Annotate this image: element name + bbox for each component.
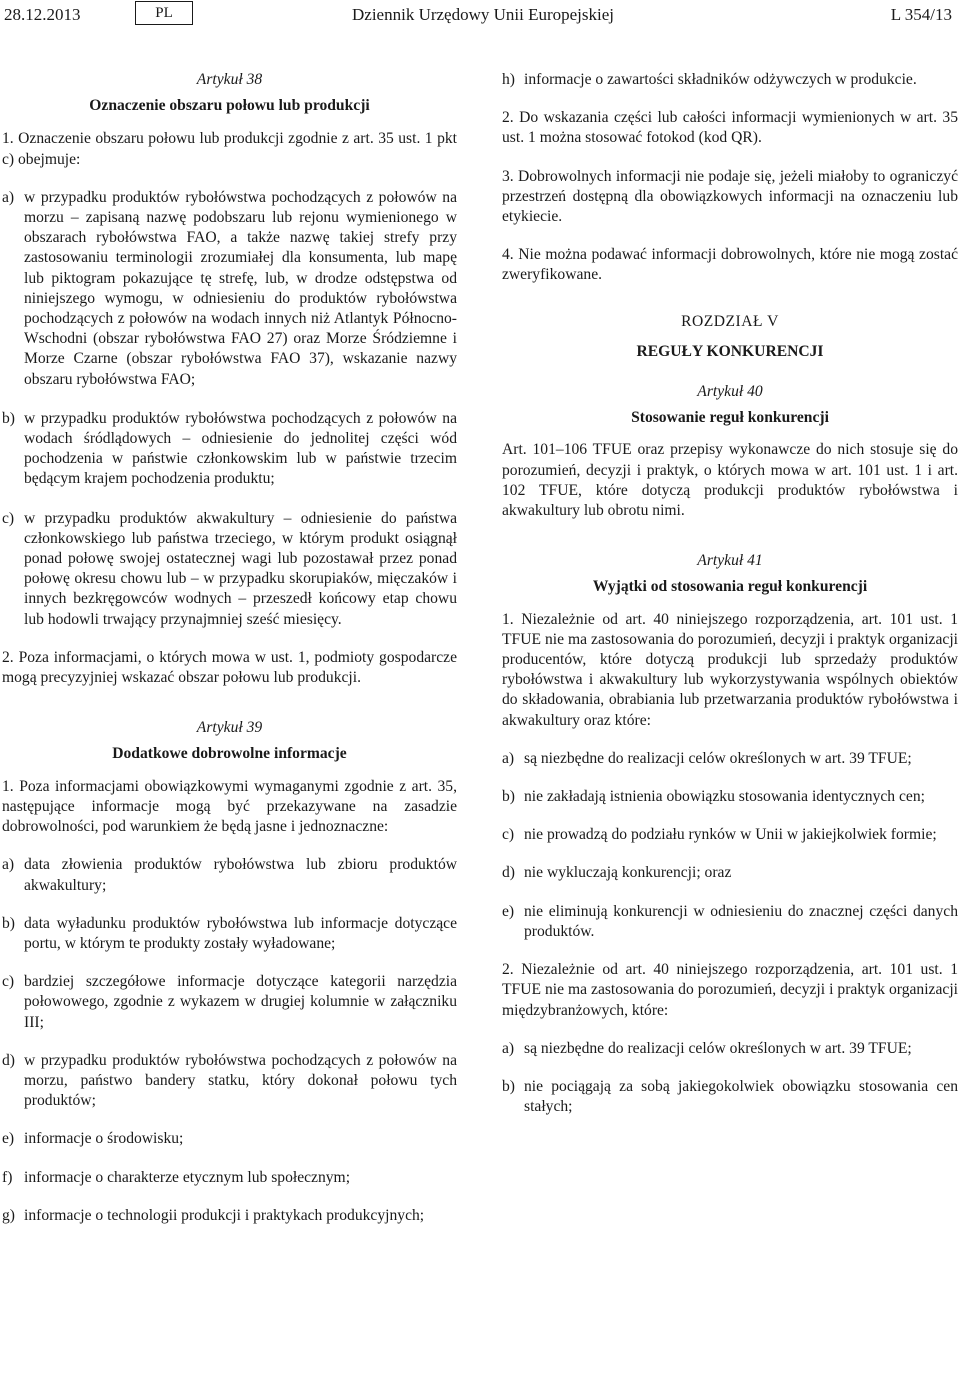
list-item: a) są niezbędne do realizacji celów określonych w art. 39 TFUE;: [502, 749, 912, 767]
list-item: e) informacje o środowisku;: [2, 1130, 184, 1148]
list-item: a) są niezbędne do realizacji celów określonych w art. 39 TFUE;: [502, 1039, 912, 1057]
article-41-paragraph-2: 2. Niezależnie od art. 40 niniejszego rozporządzenia, art. 101 ust. 1 TFUE nie ma zastosowania do porozumień, decyzji i praktyk organizacji międzybranżowych, które:: [502, 961, 958, 1019]
list-item: e) nie eliminują konkurencji w odniesieniu do znacznej części danych produktów.: [502, 902, 958, 940]
list-item: a) w przypadku produktów rybołówstwa pochodzących z połowów na morzu – zapisaną nazwę podobszaru lub rejonu wymienionego w obszarach rybołówstwa FAO, a także nazwę takiej strefy przy zastosowaniu terminologii zrozumiałej dla konsumenta, lub mapę lub piktogram pokazujące tę strefę, lub, w drodze odstępstwa od niniejszego wymogu, w odniesieniu do produktów rybołówstwa pochodzących z połowów na wodach innych niż Atlantyk Północno-Wschodni (obszar rybołówstwa FAO 27) oraz Morze Śródziemne i Morze Czarne (obszar rybołówstwa FAO 37), wskazanie nazwy obszaru rybołówstwa FAO;: [2, 188, 457, 388]
chapter-number: ROZDZIAŁ V: [681, 312, 779, 330]
article-39-paragraph-2: 2. Do wskazania części lub całości informacji wymienionych w art. 35 ust. 1 można stosować fotokod (kod QR).: [502, 109, 958, 147]
list-item: a) data złowienia produktów rybołówstwa lub zbioru produktów akwakultury;: [2, 856, 457, 894]
list-item: c) nie prowadzą do podziału rynków w Unii w jakiejkolwiek formie;: [502, 826, 937, 844]
list-item: b) data wyładunku produktów rybołówstwa lub informacje dotyczące portu, w którym te produkty zostały wyładowane;: [2, 914, 457, 952]
list-item: h) informacje o zawartości składników odżywczych w produkcie.: [502, 71, 917, 88]
journal-title: Dziennik Urzędowy Unii Europejskiej: [352, 5, 615, 24]
article-38-paragraph-1: 1. Oznaczenie obszaru połowu lub produkcji zgodnie z art. 35 ust. 1 pkt c) obejmuje:: [2, 130, 457, 168]
article-38-title: Oznaczenie obszaru połowu lub produkcji: [89, 97, 370, 115]
language-box: PL: [135, 1, 193, 25]
article-40-title: Stosowanie reguł konkurencji: [631, 409, 829, 427]
publication-date: 28.12.2013: [4, 5, 81, 24]
left-column: [2, 70, 457, 1226]
article-39-paragraph-1: 1. Poza informacjami obowiązkowymi wymaganymi zgodnie z art. 35, następujące informacje mogą być przekazywane na zasadzie dobrowolności, pod warunkiem że będą jasne i jednoznaczne:: [2, 777, 457, 836]
list-item: f) informacje o charakterze etycznym lub społecznym;: [2, 1168, 351, 1186]
list-item: b) w przypadku produktów rybołówstwa pochodzących z połowów na wodach śródlądowych – odniesienie do jednolitej części wód pochodzenia w państwie członkowskim lub w państwie trzecim będącym krajem pochodzenia produktu;: [2, 409, 457, 488]
page-reference: L 354/13: [890, 5, 952, 24]
list-item: b) nie pociągają za sobą jakiegokolwiek obowiązku stosowania cen stałych;: [502, 1077, 958, 1116]
list-item: c) bardziej szczegółowe informacje dotyczące kategorii narzędzia połowowego, zgodnie z wykazem w drugiej kolumnie w załączniku III;: [2, 973, 457, 1031]
article-38-number: Artykuł 38: [196, 71, 263, 88]
article-39-title: Dodatkowe dobrowolne informacje: [112, 745, 347, 763]
list-item: d) nie wykluczają konkurencji; oraz: [502, 864, 732, 882]
article-40-number: Artykuł 40: [697, 383, 763, 401]
article-39-paragraph-3: 3. Dobrowolnych informacji nie podaje się, jeżeli miałoby to ograniczyć przestrzeń dostępną dla obowiązkowych informacji na oznaczeniu lub etykiecie.: [502, 167, 958, 226]
list-item: g) informacje o technologii produkcji i praktykach produkcyjnych;: [2, 1206, 425, 1224]
article-39-number: Artykuł 39: [196, 719, 263, 737]
list-item: d) w przypadku produktów rybołówstwa pochodzących z połowów na morzu, państwo bandery statku, który dokonał połowu tych produktów;: [2, 1051, 457, 1110]
article-41-paragraph-1: 1. Niezależnie od art. 40 niniejszego rozporządzenia, art. 101 ust. 1 TFUE nie ma zastosowania do porozumień, decyzji i praktyk organizacji producentów, które dotyczą produkcji lub sprzedaży produktów rybołówstwa i akwakultury lub wykorzystywania wspólnych obiektów do składowania, obrabiania lub przetwarzania produktów rybołówstwa i akwakultury oraz które:: [502, 610, 958, 729]
list-item: b) nie zakładają istnienia obowiązku stosowania identycznych cen;: [502, 788, 925, 806]
article-38-paragraph-2: 2. Poza informacjami, o których mowa w ust. 1, podmioty gospodarcze mogą precyzyjniej wskazać obszar połowu lub produkcji.: [2, 648, 457, 687]
chapter-title: REGUŁY KONKURENCJI: [636, 342, 824, 360]
article-39-paragraph-4: 4. Nie można podawać informacji dobrowolnych, które nie mogą zostać zweryfikowane.: [502, 246, 958, 284]
page-header: [0, 0, 960, 40]
list-item: c) w przypadku produktów akwakultury – odniesienie do państwa członkowskiego lub państwa trzeciego, w którym produkt osiągnął ponad połowę swojej ostatecznej wagi lub pozostawał przez ponad połowę okresu chowu lub – w przypadku skorupiaków, mięczaków i innych bezkręgowców wodnych – przeszedł końcowy etap chowu lub hodowli trwający przynajmniej sześć miesięcy.: [2, 509, 457, 628]
right-column: [502, 70, 958, 1117]
article-41-number: Artykuł 41: [697, 552, 763, 570]
article-40-paragraph: Art. 101–106 TFUE oraz przepisy wykonawcze do nich stosuje się do porozumień, decyzji i praktyk, o których mowa w art. 101 ust. 1 i art. 102 TFUE, które dotyczą produkcji produktów rybołówstwa i akwakultury lub obrotu nimi.: [502, 441, 958, 520]
article-41-title: Wyjątki od stosowania reguł konkurencji: [592, 578, 868, 596]
